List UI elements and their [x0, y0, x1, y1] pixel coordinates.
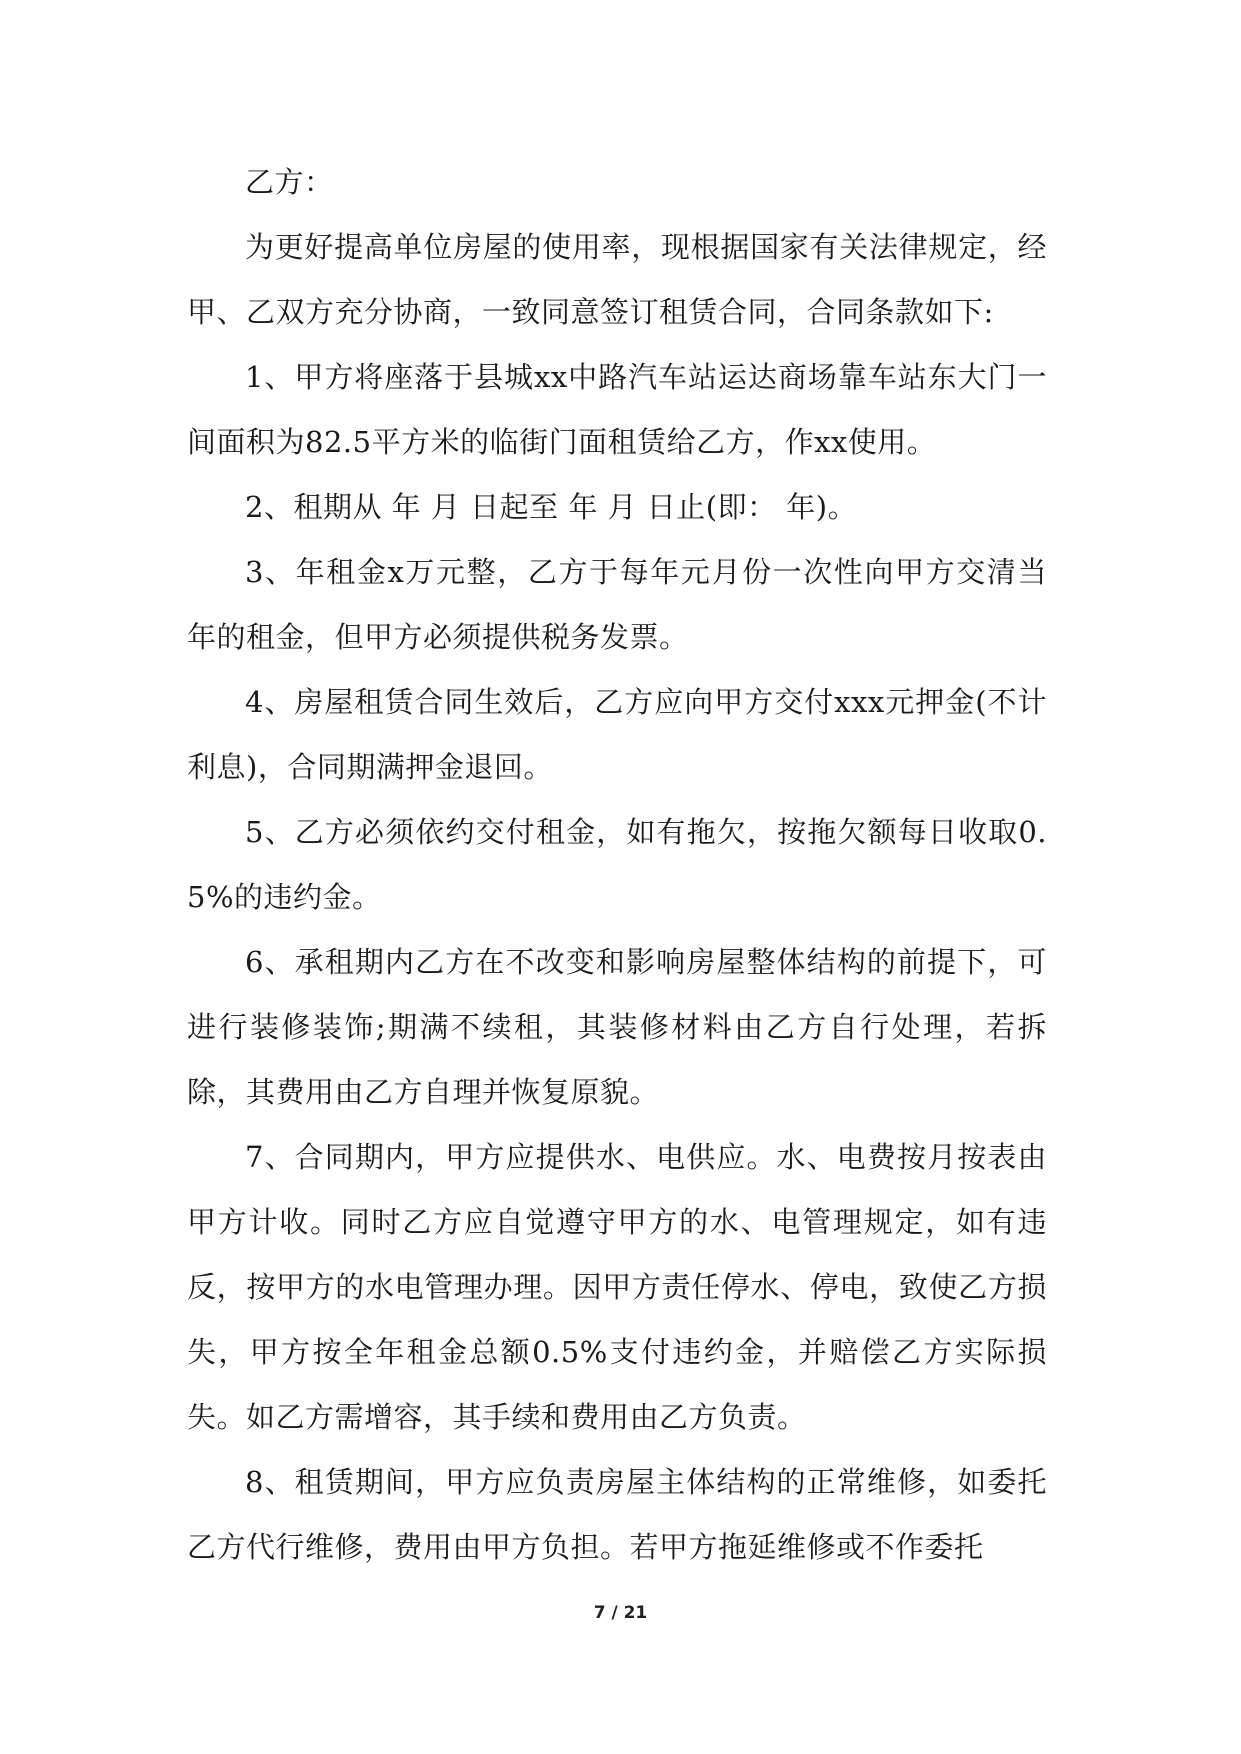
- clause-2: 2、租期从 年 月 日起至 年 月 日止(即： 年)。: [245, 490, 858, 524]
- clause-3: 3、年租金x万元整，乙方于每年元月份一次性向甲方交清当年的租金，但甲方必须提供税务发票。: [187, 555, 1047, 654]
- clause-1: 1、甲方将座落于县城xx中路汽车站运达商场靠车站东大门一间面积为82.5平方米的临街门面租赁给乙方，作xx使用。: [187, 360, 1047, 459]
- page-number: 7 / 21: [593, 1603, 648, 1623]
- clause-5: 5、乙方必须依约交付租金，如有拖欠，按拖欠额每日收取0.5%的违约金。: [187, 815, 1047, 914]
- clause-6: 6、承租期内乙方在不改变和影响房屋整体结构的前提下，可进行装修装饰;期满不续租，其装修材料由乙方自行处理，若拆除，其费用由乙方自理并恢复原貌。: [187, 945, 1047, 1109]
- clause-7: 7、合同期内，甲方应提供水、电供应。水、电费按月按表由甲方计收。同时乙方应自觉遵守甲方的水、电管理规定，如有违反，按甲方的水电管理办理。因甲方责任停水、停电，致使乙方损失，甲方按全年租金总额0.5%支付违约金，并赔偿乙方实际损失。如乙方需增容，其手续和费用由乙方负责。: [187, 1140, 1047, 1434]
- party-b-label: 乙方：: [245, 165, 334, 199]
- preamble-paragraph: 为更好提高单位房屋的使用率，现根据国家有关法律规定，经甲、乙双方充分协商，一致同意签订租赁合同，合同条款如下:: [187, 230, 1047, 329]
- clause-4: 4、房屋租赁合同生效后，乙方应向甲方交付xxx元押金(不计利息)，合同期满押金退回。: [187, 685, 1047, 784]
- document-body: [187, 150, 1047, 1580]
- clause-8: 8、租赁期间，甲方应负责房屋主体结构的正常维修，如委托乙方代行维修，费用由甲方负担。若甲方拖延维修或不作委托: [187, 1465, 1047, 1564]
